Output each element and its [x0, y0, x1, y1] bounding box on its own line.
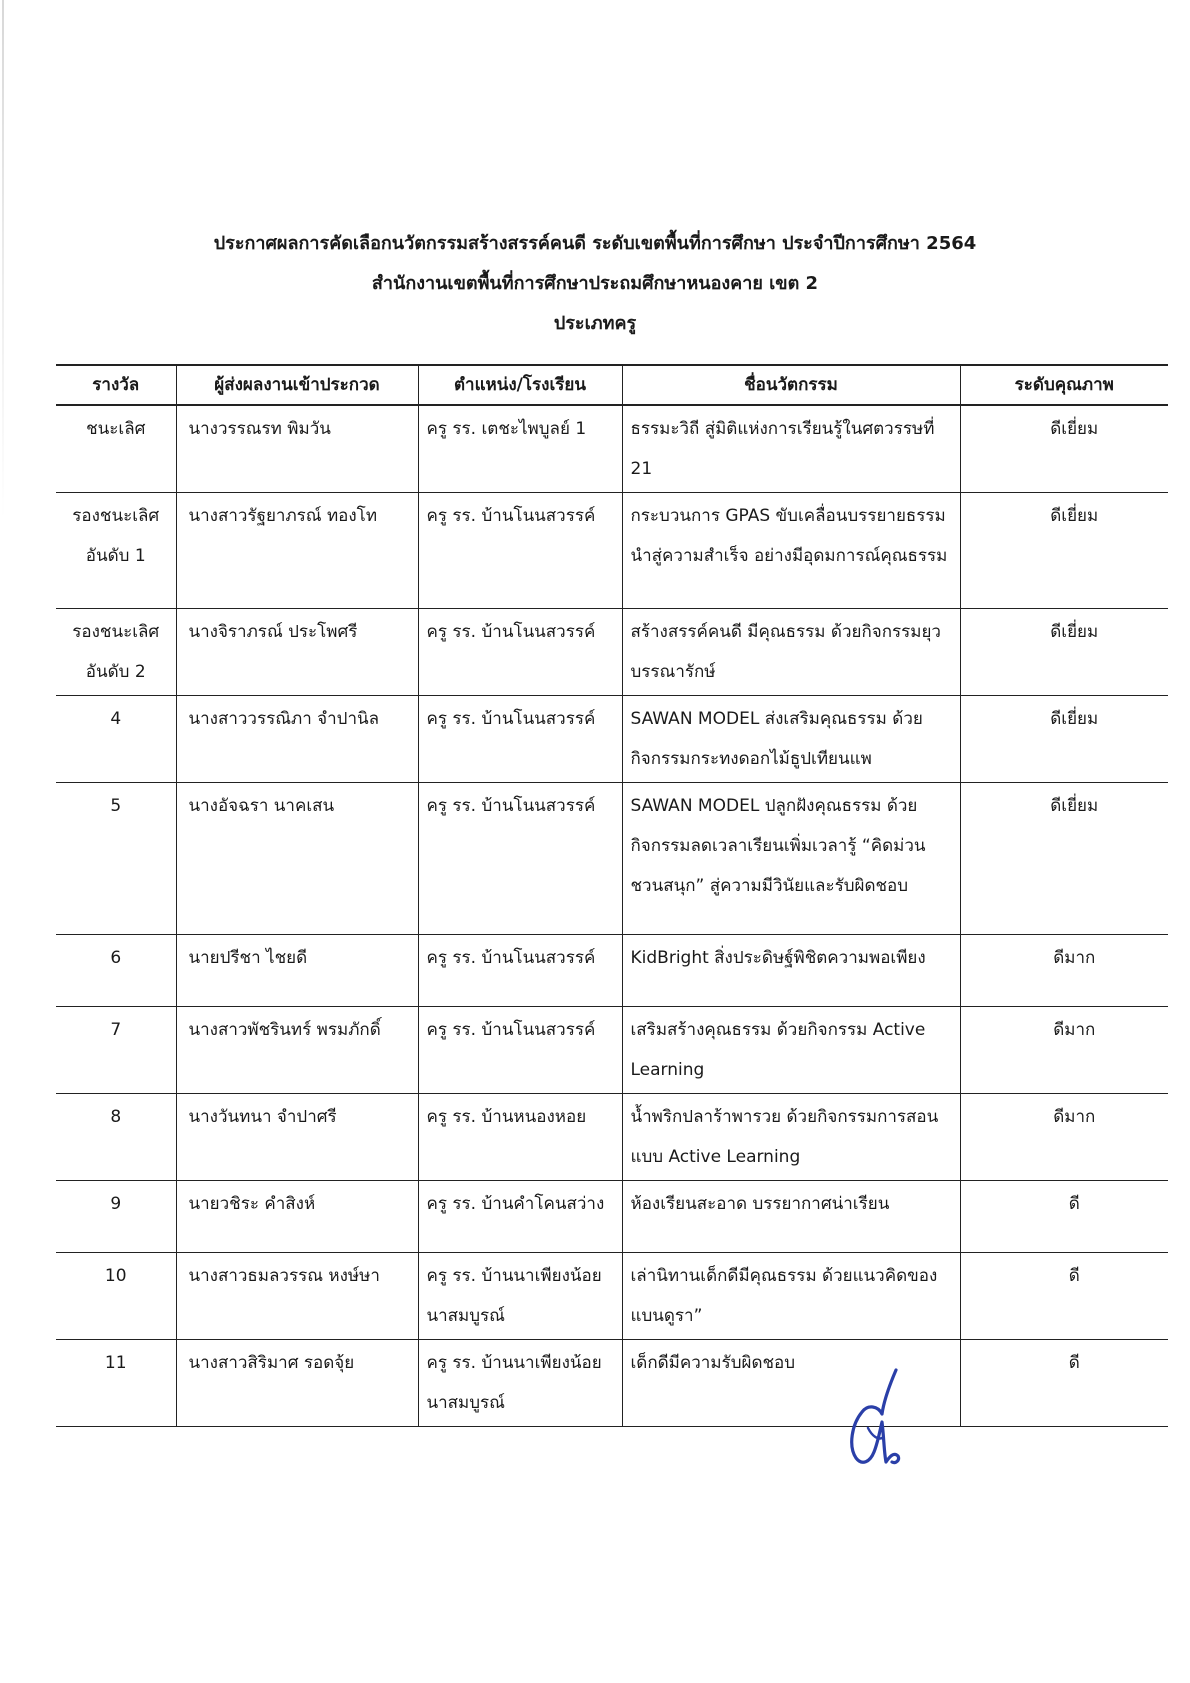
table-row	[56, 493, 1168, 609]
cell-name: นางวรรณรท พิมวัน	[176, 405, 418, 493]
cell-name: นางวันทนา จำปาศรี	[176, 1094, 418, 1181]
cell-name: นางสาววรรณิภา จำปานิล	[176, 696, 418, 783]
cell-position: ครู รร. บ้านโนนสวรรค์	[418, 935, 622, 1007]
cell-innovation: SAWAN MODEL ส่งเสริมคุณธรรม ด้วยกิจกรรมกระทงดอกไม้ธูปเทียนแพ	[622, 696, 960, 783]
table-row	[56, 696, 1168, 783]
signature-mark	[838, 1366, 928, 1476]
title-line-2: สำนักงานเขตพื้นที่การศึกษาประถมศึกษาหนองคาย เขต 2	[371, 273, 819, 294]
table-row	[56, 1253, 1168, 1340]
table-body	[56, 405, 1168, 1427]
cell-position: ครู รร. บ้านโนนสวรรค์	[418, 493, 622, 609]
cell-name: นางสาวสิริมาศ รอดจุ้ย	[176, 1340, 418, 1427]
cell-innovation: สร้างสรรค์คนดี มีคุณธรรม ด้วยกิจกรรมยุวบรรณารักษ์	[622, 609, 960, 696]
cell-name: นางสาวรัฐยาภรณ์ ทองโท	[176, 493, 418, 609]
cell-award: รองชนะเลิศอันดับ 2	[56, 609, 176, 696]
header-innovation: ชื่อนวัตกรรม	[622, 365, 960, 405]
cell-award: 7	[56, 1007, 176, 1094]
document-title	[0, 224, 1190, 344]
table-row	[56, 405, 1168, 493]
table-row	[56, 1007, 1168, 1094]
header-level: ระดับคุณภาพ	[960, 365, 1168, 405]
cell-award: รองชนะเลิศอันดับ 1	[56, 493, 176, 609]
cell-level: ดี	[960, 1181, 1168, 1253]
cell-name: นางอัจฉรา นาคเสน	[176, 783, 418, 935]
cell-innovation: น้ำพริกปลาร้าพารวย ด้วยกิจกรรมการสอนแบบ Active Learning	[622, 1094, 960, 1181]
cell-position: ครู รร. บ้านนาเพียงน้อยนาสมบูรณ์	[418, 1340, 622, 1427]
cell-level: ดี	[960, 1253, 1168, 1340]
cell-level: ดีเยี่ยม	[960, 493, 1168, 609]
cell-innovation: เสริมสร้างคุณธรรม ด้วยกิจกรรม Active Learning	[622, 1007, 960, 1094]
results-table	[56, 364, 1168, 1427]
title-line-1: ประกาศผลการคัดเลือกนวัตกรรมสร้างสรรค์คนดี ระดับเขตพื้นที่การศึกษา ประจำปีการศึกษา 2564	[213, 233, 977, 254]
table-row	[56, 609, 1168, 696]
cell-level: ดีเยี่ยม	[960, 783, 1168, 935]
cell-position: ครู รร. บ้านคำโคนสว่าง	[418, 1181, 622, 1253]
cell-position: ครู รร. เตชะไพบูลย์ 1	[418, 405, 622, 493]
cell-level: ดีมาก	[960, 935, 1168, 1007]
header-name: ผู้ส่งผลงานเข้าประกวด	[176, 365, 418, 405]
table-row	[56, 783, 1168, 935]
cell-innovation: กระบวนการ GPAS ขับเคลื่อนบรรยายธรรม นำสู่ความสำเร็จ อย่างมีอุดมการณ์คุณธรรม	[622, 493, 960, 609]
cell-position: ครู รร. บ้านโนนสวรรค์	[418, 696, 622, 783]
cell-innovation: SAWAN MODEL ปลูกฝังคุณธรรม ด้วยกิจกรรมลดเวลาเรียนเพิ่มเวลารู้ “คิดม่วนชวนสนุก” สู่ความมีวินัยและรับผิดชอบ	[622, 783, 960, 935]
table-row	[56, 1181, 1168, 1253]
cell-level: ดีมาก	[960, 1007, 1168, 1094]
cell-level: ดีเยี่ยม	[960, 696, 1168, 783]
cell-position: ครู รร. บ้านหนองหอย	[418, 1094, 622, 1181]
cell-position: ครู รร. บ้านโนนสวรรค์	[418, 609, 622, 696]
cell-level: ดีเยี่ยม	[960, 405, 1168, 493]
cell-award: 9	[56, 1181, 176, 1253]
title-line-3: ประเภทครู	[553, 313, 637, 334]
table-row	[56, 1094, 1168, 1181]
cell-innovation: เล่านิทานเด็กดีมีคุณธรรม ด้วยแนวคิดของแบนดูรา”	[622, 1253, 960, 1340]
cell-award: 10	[56, 1253, 176, 1340]
cell-position: ครู รร. บ้านโนนสวรรค์	[418, 783, 622, 935]
cell-award: ชนะเลิศ	[56, 405, 176, 493]
table-row	[56, 935, 1168, 1007]
cell-innovation: เด็กดีมีความรับผิดชอบ	[622, 1340, 960, 1427]
cell-level: ดี	[960, 1340, 1168, 1427]
cell-name: นายวชิระ คำสิงห์	[176, 1181, 418, 1253]
cell-award: 8	[56, 1094, 176, 1181]
cell-position: ครู รร. บ้านนาเพียงน้อยนาสมบูรณ์	[418, 1253, 622, 1340]
cell-award: 11	[56, 1340, 176, 1427]
cell-innovation: ห้องเรียนสะอาด บรรยากาศน่าเรียน	[622, 1181, 960, 1253]
cell-innovation: KidBright สิ่งประดิษฐ์พิชิตความพอเพียง	[622, 935, 960, 1007]
header-position: ตำแหน่ง/โรงเรียน	[418, 365, 622, 405]
cell-award: 5	[56, 783, 176, 935]
cell-position: ครู รร. บ้านโนนสวรรค์	[418, 1007, 622, 1094]
cell-name: นางจิราภรณ์ ประโพศรี	[176, 609, 418, 696]
header-award: รางวัล	[56, 365, 176, 405]
cell-name: นายปรีชา ไชยดี	[176, 935, 418, 1007]
cell-award: 6	[56, 935, 176, 1007]
cell-award: 4	[56, 696, 176, 783]
table-row	[56, 1340, 1168, 1427]
cell-level: ดีมาก	[960, 1094, 1168, 1181]
cell-name: นางสาวพัชรินทร์ พรมภักดิ์	[176, 1007, 418, 1094]
cell-level: ดีเยี่ยม	[960, 609, 1168, 696]
cell-innovation: ธรรมะวิถี สู่มิติแห่งการเรียนรู้ในศตวรรษที่ 21	[622, 405, 960, 493]
cell-name: นางสาวธมลวรรณ หงษ์ษา	[176, 1253, 418, 1340]
table-header-row	[56, 365, 1168, 405]
